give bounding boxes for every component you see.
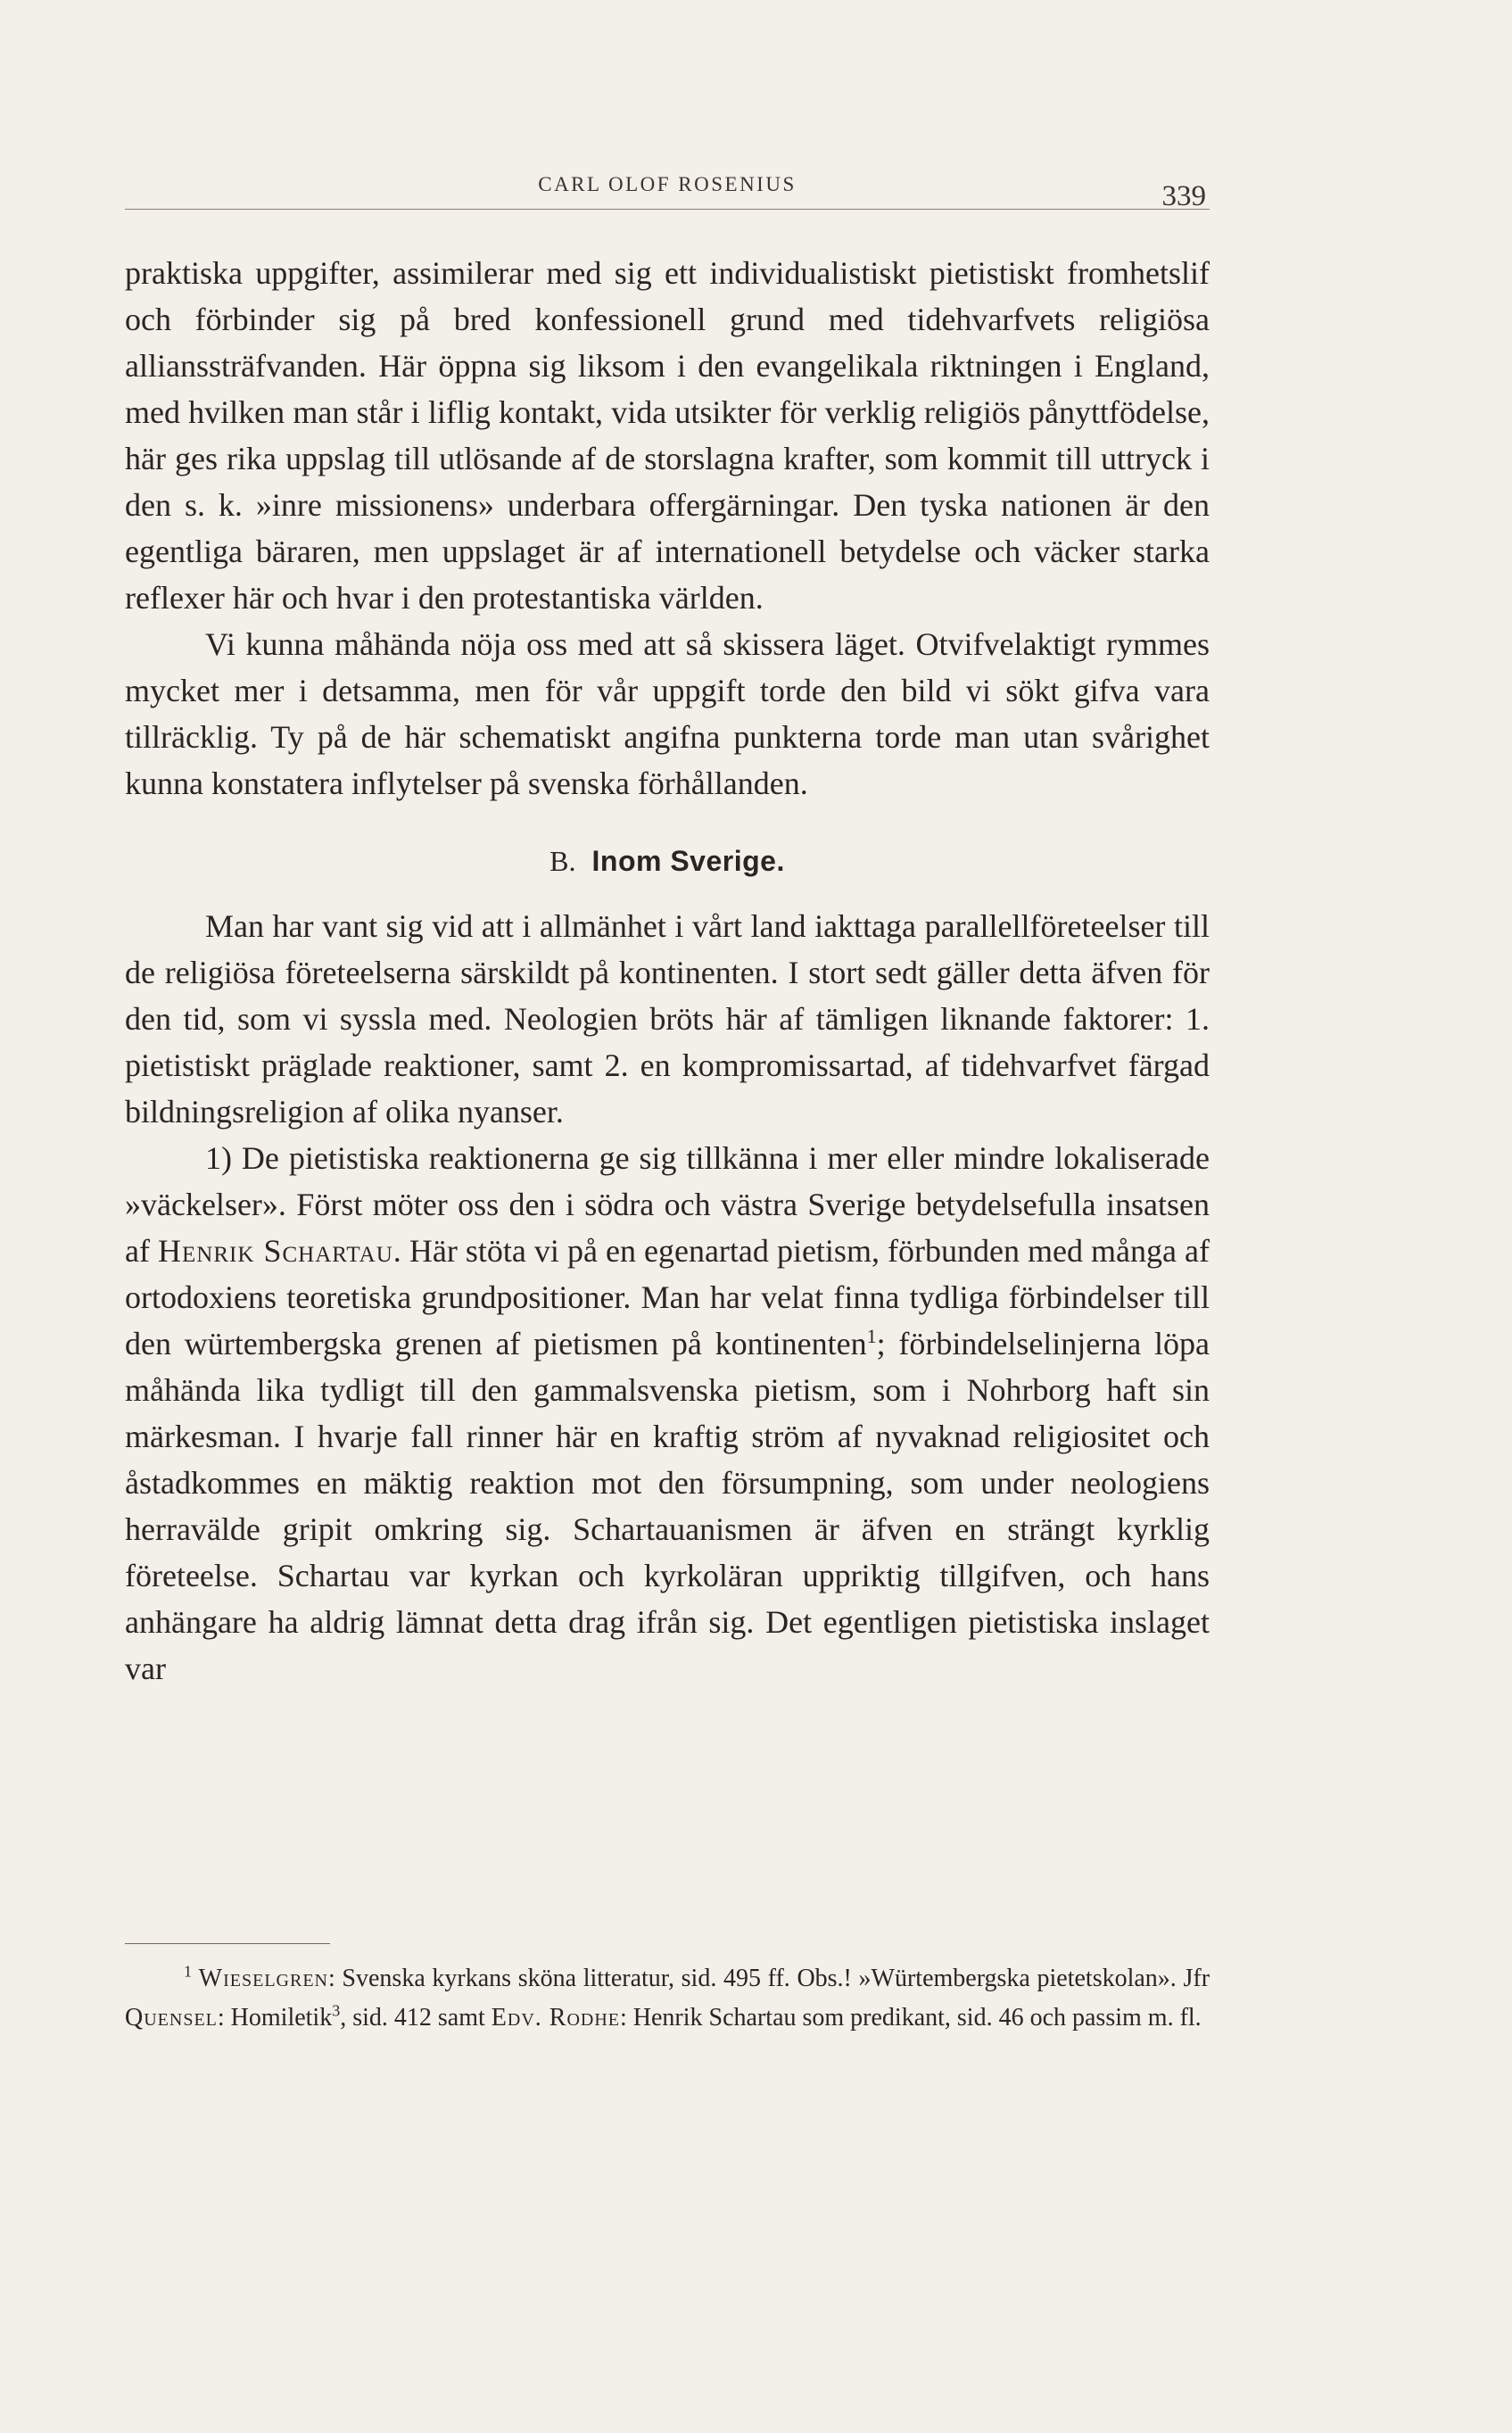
footnote-text: : Svenska kyrkans sköna litteratur, sid. 495 ff. Obs.! »Würtembergska pietetskolan». Jfr <box>327 1965 1210 1992</box>
footnote-mark: 1 <box>184 1962 192 1981</box>
page-header <box>125 170 1210 223</box>
edition-mark: 3 <box>332 2001 341 2020</box>
page-number: 339 <box>1161 180 1206 212</box>
footnote-rule <box>125 1943 330 1944</box>
paragraph-4-lead: 1) De pietistiska reaktionerna ge sig tillkänna i mer eller mindre lokaliserade »väckelser». Först möter oss den i södra och västra Sverige betydelsefulla insatsen af <box>125 1140 1210 1269</box>
footnote-text: : Henrik Schartau som predikant, sid. 46 och passim m. fl. <box>620 2004 1202 2032</box>
paragraph-3: Man har vant sig vid att i allmänhet i vårt land iakttaga parallellföreteelser till de religiösa företeelserna särskildt på kontinenten. I stort sedt gäller detta äfven för den tid, som vi syssla med. Neologien bröts här af tämligen liknande faktorer: 1. pietistiskt präglade reaktioner, samt 2. en kompromissartad, af tidehvarfvet färgad bildningsreligion af olika nyanser. <box>125 908 1210 1130</box>
footnote-text: : Homiletik <box>217 2004 333 2032</box>
footnote-author: Wieselgren <box>198 1965 328 1992</box>
body-text <box>125 250 1210 1692</box>
person-name: Henrik Schartau <box>158 1233 393 1269</box>
header-rule <box>125 209 1210 210</box>
section-title: Inom Sverige. <box>591 845 785 877</box>
footnote <box>125 1959 1210 2038</box>
footnote-author: Quensel <box>125 2004 218 2032</box>
paragraph-1: praktiska uppgifter, assimilerar med sig ett individualistiskt pietistiskt fromhetslif och förbinder sig på bred konfessionell grund med tidehvarfvets religiösa allianssträfvanden. Här öppna sig liksom i den evangelikala riktningen i England, med hvilken man står i liflig kontakt, vida utsikter för verklig religiös pånyttfödelse, här ges rika uppslag till utlösande af de storslagna krafter, som kommit till uttryck i den s. k. »inre missionens» underbara offergärningar. Den tyska nationen är den egentliga bäraren, men uppslaget är af internationell betydelse och väcker starka reflexer här och hvar i den protestantiska världen. <box>125 255 1210 616</box>
section-letter: B. <box>549 845 576 877</box>
running-head: CARL OLOF ROSENIUS <box>538 173 797 195</box>
footnote-reference: 1 <box>866 1325 877 1347</box>
paragraph-4-mid: . Här stöta vi på en egenartad pietism, förbunden med många af ortodoxiens teoretiska grundpositioner. Man har velat finna tydliga förbindelser till den würtembergska grenen af pietismen på kontinenten <box>125 1233 1210 1361</box>
paragraph-4 <box>125 1135 1210 1692</box>
footnote-author: Edv. Rodhe <box>491 2004 620 2032</box>
paragraph-2: Vi kunna måhända nöja oss med att så skissera läget. Otvifvelaktigt rymmes mycket mer i detsamma, men för vår uppgift torde den bild vi sökt gifva vara tillräcklig. Ty på de här schematiskt angifna punkterna torde man utan svårighet kunna konstatera inflytelser på svenska förhållanden. <box>125 626 1210 801</box>
paragraph-4-tail: ; förbindelselinjerna löpa måhända lika tydligt till den gammalsvenska pietism, som i Nohrborg haft sin märkesman. I hvarje fall rinner här en kraftig ström af nyvaknad religiositet och åstadkommes en mäktig reaktion mot den försumpning, som under neologiens herravälde gripit omkring sig. Schartauanismen är äfven en strängt kyrklig företeelse. Schartau var kyrkan och kyrkoläran uppriktig tillgifven, och hans anhängare ha aldrig lämnat detta drag ifrån sig. Det egentligen pietistiska inslaget var <box>125 1326 1210 1686</box>
footnote-text: , sid. 412 samt <box>340 2004 492 2032</box>
section-heading <box>125 839 1210 883</box>
